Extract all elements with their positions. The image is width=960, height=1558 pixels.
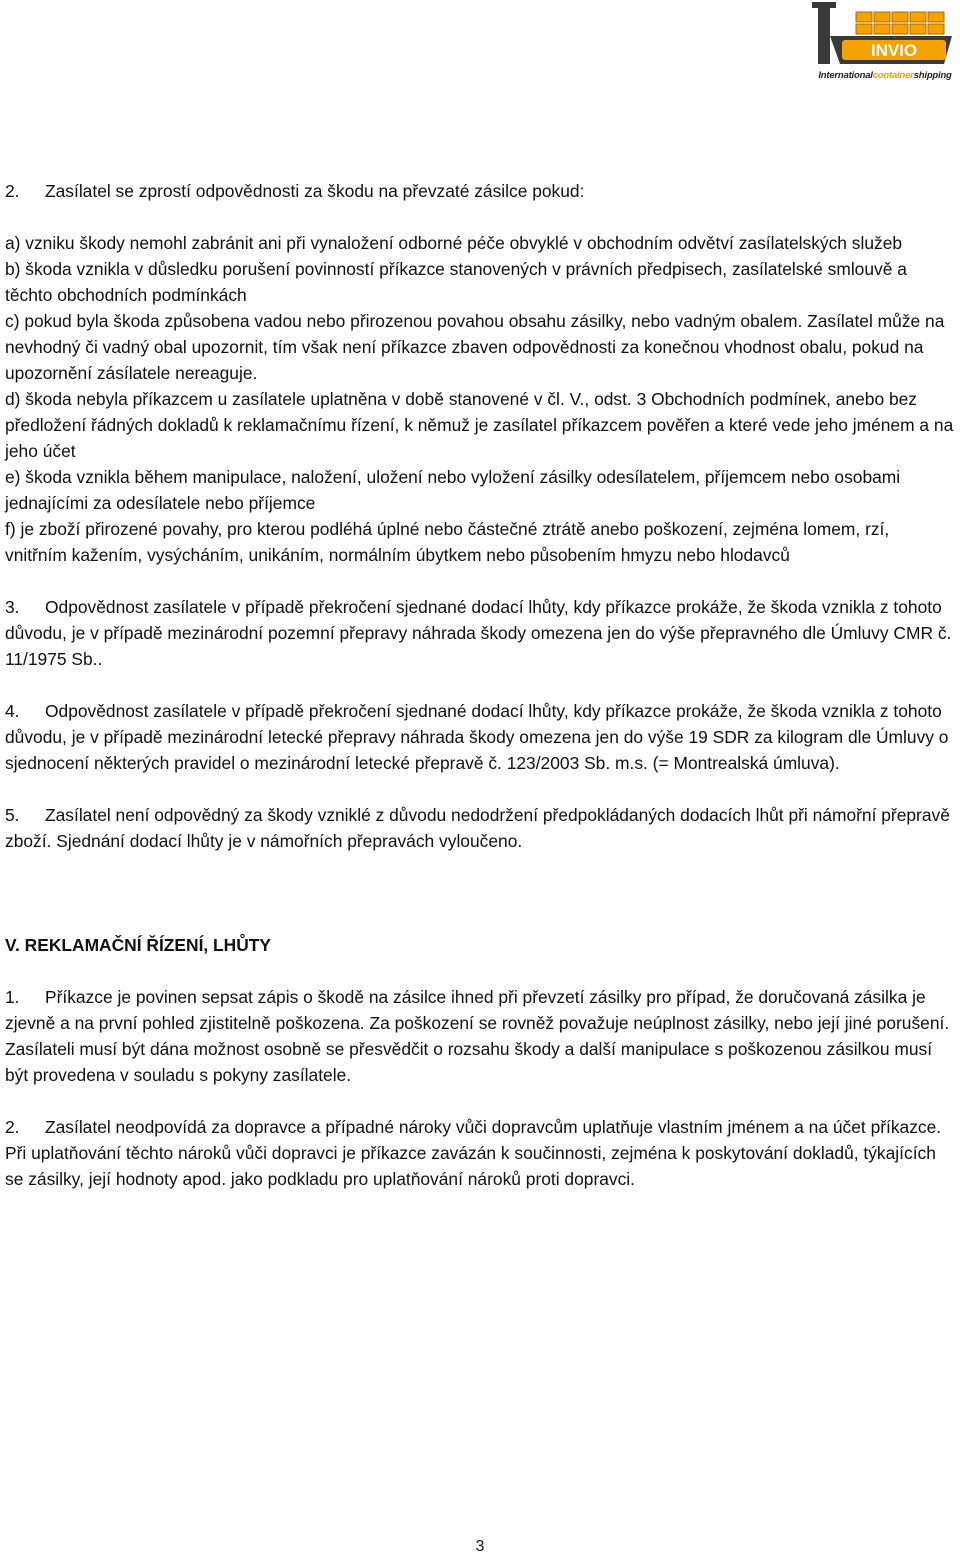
chapter-v-item-2-number: 2.	[5, 1117, 20, 1137]
section-3-text: Odpovědnost zasílatele v případě překročení sjednané dodací lhůty, kdy příkazce prokáže, že škoda vznikla z tohoto důvodu, je v případě mezinárodní pozemní přepravy náhrada škody omezena jen do výše přepravného dle Úmluvy CMR č. 11/1975 Sb..	[5, 597, 952, 669]
chapter-v-item-1-number: 1.	[5, 987, 20, 1007]
section-2-intro-text: Zasílatel se zprostí odpovědnosti za škodu na převzaté zásilce pokud:	[45, 181, 585, 201]
section-5-number: 5.	[5, 805, 20, 825]
chapter-v-item-2-text: Zasílatel neodpovídá za dopravce a případné nároky vůči dopravcům uplatňuje vlastním jménem a na účet příkazce. Při uplatňování těchto nároků vůči dopravci je příkazce zavázán k součinnosti, zejména k poskytování dokladů, týkajících se zásilky, její hodnoty apod. jako podkladu pro uplatňování nároků proti dopravci.	[5, 1117, 942, 1189]
section-2-intro	[5, 178, 955, 204]
section-5-text: Zasílatel není odpovědný za škody vzniklé z důvodu nedodržení předpokládaných dodacích lhůt při námořní přepravě zboží. Sjednání dodací lhůty je v námořních přepravách vyloučeno.	[5, 805, 950, 851]
logo-caption	[812, 70, 958, 81]
section-5-paragraph	[5, 802, 955, 854]
logo-brand: INVIO	[870, 41, 918, 60]
section-4-text: Odpovědnost zasílatele v případě překročení sjednané dodací lhůty, kdy příkazce prokáže, že škoda vznikla z tohoto důvodu, je v případě mezinárodní letecké přepravy náhrada škody omezena jen do výše 19 SDR za kilogram dle Úmluvy o sjednocení některých pravidel o mezinárodní letecké přepravě č. 123/2003 Sb. m.s. (= Montrealská úmluva).	[5, 701, 949, 773]
document-body	[5, 178, 955, 1192]
section-2-number: 2.	[5, 181, 20, 201]
logo-caption-shipping: shipping	[913, 70, 952, 81]
section-4-number: 4.	[5, 701, 20, 721]
logo-caption-international: International	[818, 70, 873, 81]
chapter-v-item-1	[5, 984, 955, 1088]
chapter-v-heading: V. REKLAMAČNÍ ŘÍZENÍ, LHŮTY	[5, 935, 272, 955]
section-3-paragraph	[5, 594, 955, 672]
section-2-body: a) vzniku škody nemohl zabránit ani při vynaložení odborné péče obvyklé v obchodním odvětví zasílatelských služeb b) škoda vznikla v důsledku porušení povinností příkazce stanovených v právních předpisech, zasílatelské smlouvě a těchto obchodních podmínkách c) pokud byla škoda způsobena vadou nebo přirozenou povahou obsahu zásilky, nebo vadným obalem. Zasílatel může na nevhodný či vadný obal upozornit, tím však není příkazce zbaven odpovědnosti za konečnou vhodnost obalu, pokud na upozornění zásílatele nereaguje. d) škoda nebyla příkazcem u zasílatele uplatněna v době stanovené v čl. V., odst. 3 Obchodních podmínek, anebo bez předložení řádných dokladů k reklamačnímu řízení, k němuž je zasílatel příkazcem pověřen a které vede jeho jménem a na jeho účet e) škoda vznikla během manipulace, naložení, uložení nebo vyložení zásilky odesílatelem, příjemcem nebo osobami jednajícími za odesílatele nebo příjemce f) je zboží přirozené povahy, pro kterou podléhá úplné nebo částečné ztrátě anebo poškození, zejména lomem, rzí, vnitřním kažením, vysýcháním, unikáním, normálním úbytkem nebo působením hmyzu nebo hlodavců	[5, 233, 954, 565]
section-3-number: 3.	[5, 597, 20, 617]
page-number: 3	[475, 1538, 485, 1555]
logo-caption-container: container	[872, 70, 914, 81]
chapter-v-item-2	[5, 1114, 955, 1192]
company-logo	[812, 2, 958, 82]
container-ship-logo-icon	[812, 2, 958, 70]
chapter-v-item-1-text: Příkazce je povinen sepsat zápis o škodě na zásilce ihned při převzetí zásilky pro případ, že doručovaná zásilka je zjevně a na první pohled zjistitelně poškozena. Za poškození se rovněž považuje neúplnost zásilky, nebo její jiné porušení. Zasílateli musí být dána možnost osobně se přesvědčit o rozsahu škody a další manipulace s poškozenou zásilkou musí být provedena v souladu s pokyny zasílatele.	[5, 987, 950, 1085]
section-4-paragraph	[5, 698, 955, 776]
